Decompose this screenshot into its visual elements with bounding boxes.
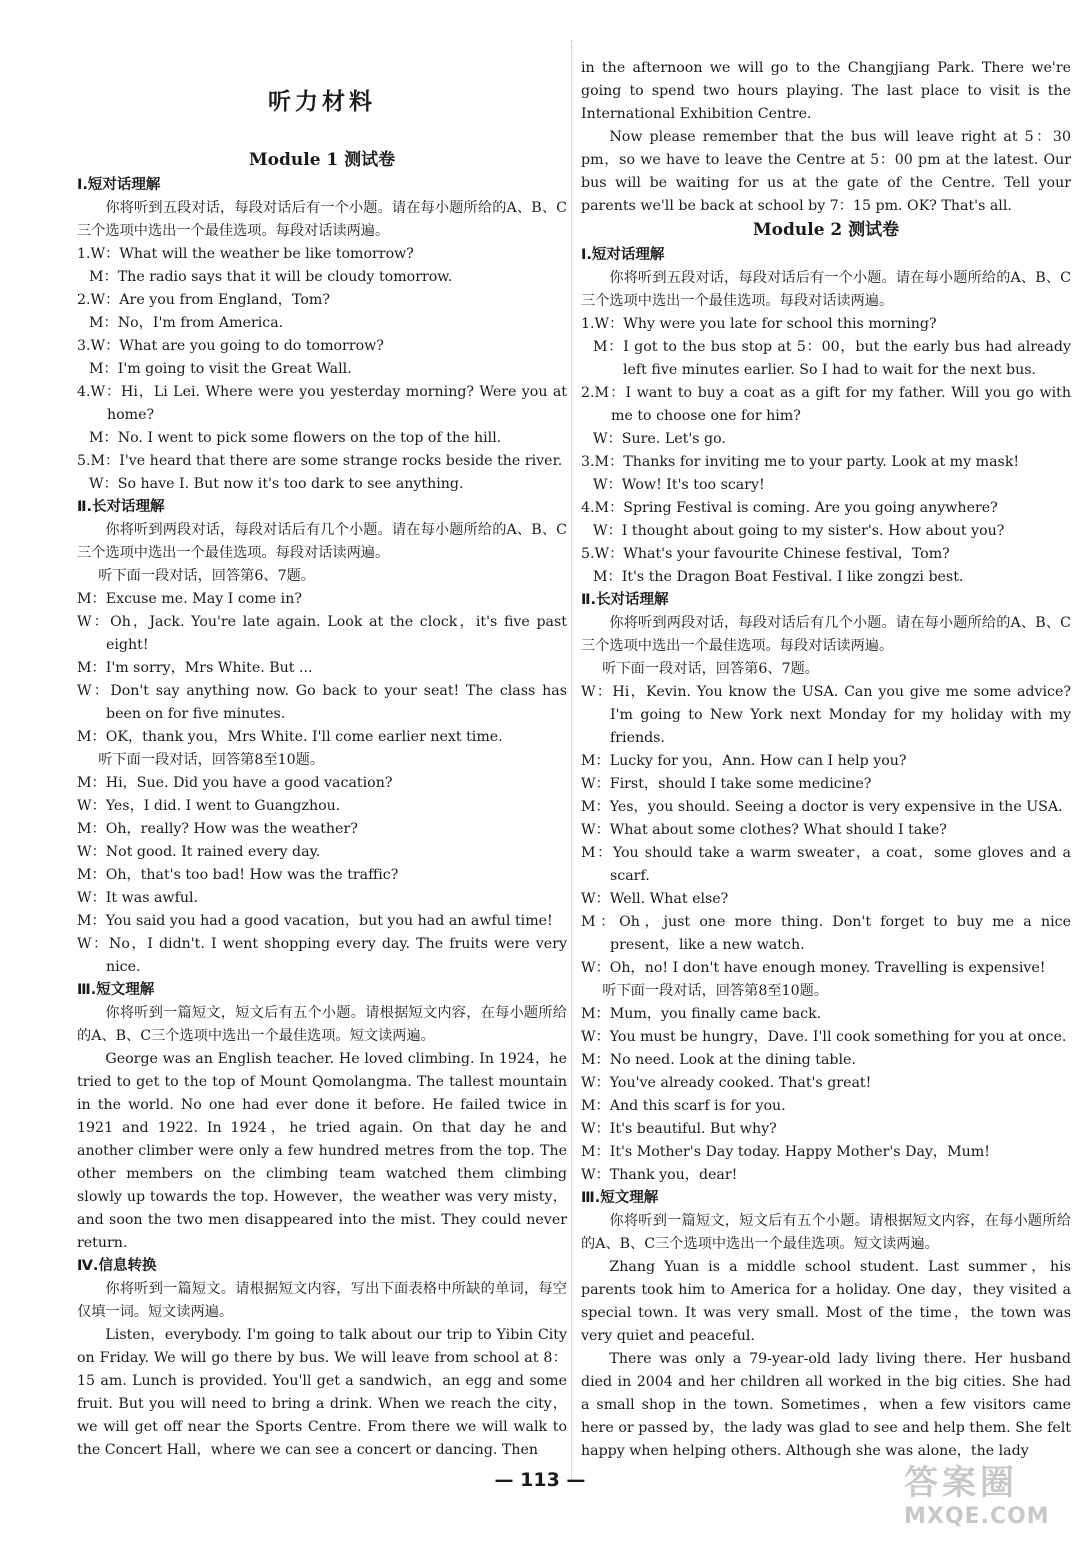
dialogue-line: 1.W：Why were you late for school this morning?	[581, 316, 937, 332]
paragraph: 你将听到两段对话，每段对话后有几个小题。请在每小题所给的A、B、C三个选项中选出一个最佳选项。每段对话读两遍。	[77, 522, 567, 561]
section-heading: Ⅲ.短文理解	[77, 982, 155, 998]
paragraph: 听下面一段对话，回答第8至10题。	[98, 752, 325, 768]
dialogue-line: M：No. I went to pick some flowers on the top of the hill.	[89, 430, 502, 446]
dialogue-line: W：Yes，I did. I went to Guangzhou.	[77, 798, 341, 814]
watermark-url: MXQE.COM	[904, 1504, 1050, 1529]
paragraph: Now please remember that the bus will leave right at 5：30 pm，so we have to leave the Centre at 5：00 pm at the latest. Our bus will be waiting for us at the gate of the Centre. Tell your parents we'll be back at school by 7：15 pm. OK? That's all.	[581, 129, 1071, 214]
watermark-logo	[904, 1455, 1064, 1535]
dialogue-line: W：Oh，Jack. You're late again. Look at the clock，it's five past eight!	[77, 614, 567, 653]
dialogue-line: M：Excuse me. May I come in?	[77, 591, 302, 607]
dialogue-line: M：It's Mother's Day today. Happy Mother's Day，Mum!	[581, 1144, 990, 1160]
dialogue-line: 4.M：Spring Festival is coming. Are you going anywhere?	[581, 500, 998, 516]
dialogue-line: 3.M：Thanks for inviting me to your party. Look at my mask!	[581, 454, 1020, 470]
paragraph: 你将听到一篇短文，短文后有五个小题。请根据短文内容，在每小题所给的A、B、C三个选项中选出一个最佳选项。短文读两遍。	[581, 1213, 1071, 1252]
dialogue-line: W：Oh，no! I don't have enough money. Travelling is expensive!	[581, 960, 1046, 976]
column-divider	[571, 40, 572, 1480]
page-number: — 113 —	[494, 1469, 586, 1491]
dialogue-line: M：OK，thank you，Mrs White. I'll come earlier next time.	[77, 729, 503, 745]
dialogue-line: M：You said you had a good vacation，but you had an awful time!	[77, 913, 553, 929]
dialogue-line: W：So have I. But now it's too dark to see anything.	[89, 476, 464, 492]
dialogue-line: W：Wow! It's too scary!	[593, 477, 765, 493]
dialogue-line: W：Not good. It rained every day.	[77, 844, 321, 860]
dialogue-line: W：It's beautiful. But why?	[581, 1121, 777, 1137]
dialogue-line: 5.M：I've heard that there are some strange rocks beside the river.	[77, 453, 563, 469]
section-heading: Ⅱ.长对话理解	[581, 592, 669, 608]
paragraph: Listen，everybody. I'm going to talk about our trip to Yibin City on Friday. We will go there by bus. We will leave from school at 8：15 am. Lunch is provided. You'll get a sandwich，an egg and some fruit. But you will need to bring a drink. When we reach the city，we will get off near the Sports Centre. From there we will walk to the Concert Hall，where we can see a concert or dancing. Then	[77, 1327, 567, 1458]
dialogue-line: M：It's the Dragon Boat Festival. I like zongzi best.	[593, 569, 964, 585]
left-column	[77, 0, 567, 1462]
dialogue-line: M：I'm sorry，Mrs White. But ...	[77, 660, 313, 676]
dialogue-line: W：Well. What else?	[581, 891, 729, 907]
paragraph: 你将听到一篇短文，短文后有五个小题。请根据短文内容，在每小题所给的A、B、C三个选项中选出一个最佳选项。短文读两遍。	[77, 1005, 567, 1044]
dialogue-line: W：It was awful.	[77, 890, 199, 906]
paragraph: 听下面一段对话，回答第6、7题。	[98, 568, 315, 584]
dialogue-line: M：Oh，really? How was the weather?	[77, 821, 358, 837]
dialogue-line: M：No need. Look at the dining table.	[581, 1052, 856, 1068]
paragraph: 你将听到五段对话，每段对话后有一个小题。请在每小题所给的A、B、C三个选项中选出一个最佳选项。每段对话读两遍。	[77, 200, 567, 239]
dialogue-line: M：Oh，that's too bad! How was the traffic?	[77, 867, 399, 883]
module-title: Module 1 测试卷	[248, 150, 396, 170]
paragraph: 你将听到一篇短文。请根据短文内容，写出下面表格中所缺的单词，每空仅填一词。短文读两遍。	[77, 1281, 567, 1320]
dialogue-line: W：No，I didn't. I went shopping every day. The fruits were very nice.	[77, 936, 567, 975]
dialogue-line: M：Mum，you finally came back.	[581, 1006, 822, 1022]
dialogue-line: M：No，I'm from America.	[89, 315, 284, 331]
dialogue-line: W：You must be hungry，Dave. I'll cook something for you at once.	[581, 1029, 1067, 1045]
dialogue-line: W：Hi，Kevin. You know the USA. Can you give me some advice? I'm going to New York next Monday for my holiday with my friends.	[581, 684, 1071, 746]
section-heading: Ⅰ.短对话理解	[77, 177, 161, 193]
paragraph: George was an English teacher. He loved climbing. In 1924，he tried to get to the top of Mount Qomolangma. The tallest mountain in the world. No one had ever done it before. He failed twice in 1921 and 1922. In 1924，he tried again. On that day he and another climber were only a few hundred metres from the top. The other members on the climbing team watched them climbing slowly up towards the top. However，the weather was very misty，and soon the two men disappeared into the mist. They could never return.	[77, 1051, 567, 1251]
dialogue-line: W：You've already cooked. That's great!	[581, 1075, 872, 1091]
dialogue-line: M：You should take a warm sweater，a coat，some gloves and a scarf.	[581, 845, 1071, 884]
dialogue-line: 2.W：Are you from England，Tom?	[77, 292, 330, 308]
paragraph: 听下面一段对话，回答第6、7题。	[602, 661, 819, 677]
dialogue-line: M：Lucky for you，Ann. How can I help you?	[581, 753, 907, 769]
paragraph: Zhang Yuan is a middle school student. Last summer，his parents took him to America for a holiday. One day，they visited a special town. It was very small. Most of the time，the town was very quiet and peaceful.	[581, 1259, 1071, 1344]
section-heading: Ⅲ.短文理解	[581, 1190, 659, 1206]
paragraph: There was only a 79-year-old lady living there. Her husband died in 2004 and her children all worked in the big cities. She had a small shop in the town. Sometimes，when a few visitors came here or passed by，the lady was glad to see and help them. She felt happy when helping others. Although she was alone，the lady	[581, 1351, 1071, 1459]
dialogue-line: 2.M：I want to buy a coat as a gift for my father. Will you go with me to choose one for him?	[581, 385, 1071, 424]
dialogue-line: W：Sure. Let's go.	[593, 431, 726, 447]
dialogue-line: W：First，should I take some medicine?	[581, 776, 872, 792]
section-heading: Ⅰ.短对话理解	[581, 247, 665, 263]
module-title: Module 2 测试卷	[752, 220, 900, 240]
left-column-content	[77, 148, 567, 1462]
dialogue-line: 3.W：What are you going to do tomorrow?	[77, 338, 384, 354]
paragraph: 听下面一段对话，回答第8至10题。	[602, 983, 829, 999]
dialogue-line: 1.W：What will the weather be like tomorrow?	[77, 246, 414, 262]
watermark-brand: 答案圈	[904, 1463, 1018, 1503]
dialogue-line: 4.W：Hi，Li Lei. Where were you yesterday morning? Were you at home?	[77, 384, 567, 423]
dialogue-line: W：What about some clothes? What should I take?	[581, 822, 947, 838]
section-heading: Ⅱ.长对话理解	[77, 499, 165, 515]
dialogue-line: M：Oh，just one more thing. Don't forget to buy me a nice present，like a new watch.	[581, 914, 1071, 953]
dialogue-line: M：The radio says that it will be cloudy tomorrow.	[89, 269, 453, 285]
paragraph: 你将听到五段对话，每段对话后有一个小题。请在每小题所给的A、B、C三个选项中选出一个最佳选项。每段对话读两遍。	[581, 270, 1071, 309]
right-column-content	[581, 57, 1071, 1463]
dialogue-line: W：Don't say anything now. Go back to your seat! The class has been on for five minutes.	[77, 683, 567, 722]
dialogue-line: M：I got to the bus stop at 5：00，but the early bus had already left five minutes earlier. So I had to wait for the next bus.	[593, 339, 1071, 378]
dialogue-line: W：Thank you，dear!	[581, 1167, 738, 1183]
section-heading: Ⅳ.信息转换	[77, 1258, 157, 1274]
dialogue-line: M：And this scarf is for you.	[581, 1098, 786, 1114]
right-column	[581, 0, 1071, 1463]
paragraph: 你将听到两段对话，每段对话后有几个小题。请在每小题所给的A、B、C三个选项中选出一个最佳选项。每段对话读两遍。	[581, 615, 1071, 654]
dialogue-line: W：I thought about going to my sister's. How about you?	[593, 523, 1005, 539]
dialogue-line: M：I'm going to visit the Great Wall.	[89, 361, 352, 377]
paragraph: in the afternoon we will go to the Changjiang Park. There we're going to spend two hours playing. The last place to visit is the International Exhibition Centre.	[581, 60, 1071, 122]
page-title: 听力材料	[268, 89, 376, 115]
dialogue-line: M：Yes，you should. Seeing a doctor is very expensive in the USA.	[581, 799, 1063, 815]
dialogue-line: 5.W：What's your favourite Chinese festival，Tom?	[581, 546, 950, 562]
dialogue-line: M：Hi，Sue. Did you have a good vacation?	[77, 775, 393, 791]
